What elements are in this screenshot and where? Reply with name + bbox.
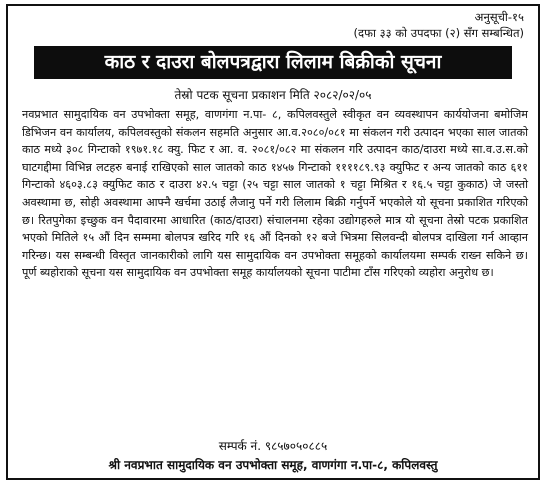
body-paragraph: नवप्रभात सामुदायिक वन उपभोक्ता समूह, वाणगंगा न.पा- ८, कपिलवस्तुले स्वीकृत वन व्यवस्थापन कार्ययोजना बमोजिम डिभिजन वन कार्यालय, कपिलवस्तुको संकलन सहमति अनुसार आ.व.२०८०/०८१ मा संकलन गरी उत्पादन भएका साल जातको काठ मध्ये ३०८ गिन्टाको १९७१.१८ क्यु. फिट र आ. व. २०८१/०८२ मा संकलन गरि उत्पादन काठ/दाउरा मध्ये सा.व.उ.स.को घाटगद्दीमा विभिन्न लटहरु बनाई राखिएको साल जातको काठ १४५७ गिन्टाको ११११८९.९३ क्युफिट र अन्य जातको काठ ६११ गिन्टाको ४६०३.८३ क्युफिट काठ र दाउरा ४२.५ चट्टा (२५ चट्टा साल जातको १ चट्टा मिश्रित र १६.५ चट्टा कुकाठ) जे जस्तो अवस्थामा छ, सोही अवस्थामा आफ्नै खर्चमा उठाई लैजानु पर्ने गरी लिलाम बिक्री गर्नुपर्ने भएकोले यो सूचना प्रकाशित गरिएको छ। रितपुगेका इच्छुक वन पैदावारमा आधारित (काठ/दाउरा) संचालनमा रहेका उद्योगहरुले मात्र यो सूचना तेस्रो पटक प्रकाशित भएको मितिले १५ औं दिन सम्ममा बोलपत्र खरिद गरि १६ औं दिनको १२ बजे भित्रमा सिलवन्दी बोलपत्र दाखिला गर्न आव्हान गरिन्छ। यस सम्बन्धी विस्तृत जानकारीको लागि यस सामुदायिक वन उपभोक्ता समूहको कार्यालयमा सम्पर्क राख्न सकिने छ। पूर्ण ब्यहोराको सूचना यस सामुदायिक वन उपभोक्ता समूह कार्यालयको सूचना पाटीमा टाँस गरिएको व्यहोरा अनुरोध छ। — [22, 108, 528, 280]
issuer-signature: श्री नवप्रभात सामुदायिक वन उपभोक्ता समूह, वाणगंगा न.पा-८, कपिलवस्तु — [108, 458, 438, 472]
notice-title: काठ र दाउरा बोलपत्रद्वारा लिलाम बिक्रीको सूचना — [34, 46, 512, 79]
notice-body — [22, 106, 528, 282]
section-reference: (दफा ३३ को उपदफा (२) सँग सम्बन्धित) — [353, 26, 524, 40]
contact-number: सम्पर्क नं. ९८५७०५०८८५ — [218, 439, 328, 453]
publication-date-line: तेस्रो पटक सूचना प्रकाशन मिति २०८२/०२/०५ — [174, 88, 372, 102]
notice-box — [6, 4, 540, 480]
annex-label: अनुसूची-१५ — [474, 10, 524, 24]
